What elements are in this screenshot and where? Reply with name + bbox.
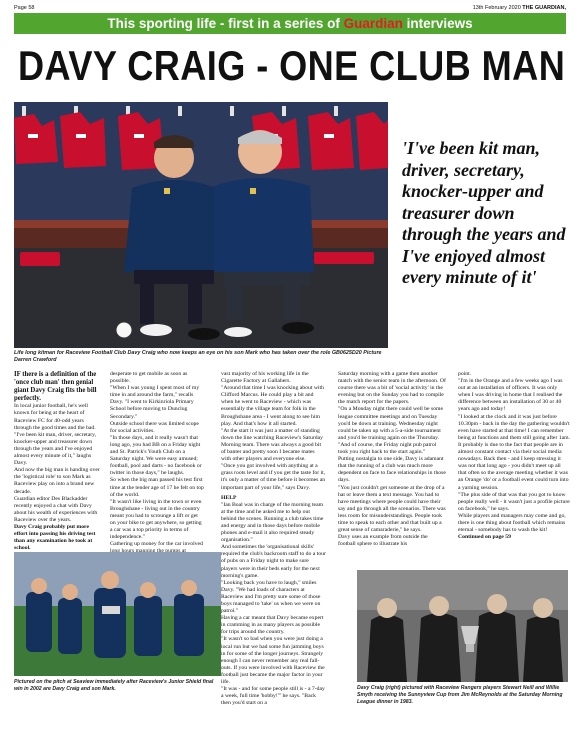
subheading: HELP	[221, 494, 237, 501]
article-paragraph: Davy uses an example from outside the football sphere to illustrate his	[338, 534, 428, 548]
article-column-5	[458, 371, 570, 541]
page-number: Page 58	[14, 5, 35, 11]
article-paragraph: Putting nostalgia to one side, Davy is adamant that the running of a club was much more dependent on face to face relationships in those days.	[338, 456, 446, 484]
article-paragraph: "At the start it was just a matter of standing down the line watching Raceview's Saturday Morning team. There was always a good bit of banter and pretty soon I became mates with other players and everyone else.	[221, 427, 323, 463]
masthead-date	[473, 5, 566, 11]
cup-photo	[357, 570, 568, 682]
cup-photo-caption: Davy Craig (right) pictured with Raceview Rangers players Stewart Neill and Willie Smyth receiving the Sunnyview Cup from Jim McReynolds at the Saturday Morning League dinner in 1983.	[357, 685, 563, 705]
paper-name: THE GUARDIAN,	[522, 5, 566, 11]
article-paragraph: And now the big man is handing over the 'logistical role' to son Mark as Raceview play on into a brand new decade.	[14, 467, 100, 495]
article-paragraph: "And of course, the Friday night pub patrol took you right back to the start again."	[338, 441, 437, 456]
article-paragraph: "Around that time I was knocking about with Clifford Marcus. He could play a bit and when he went to Raceview - which was essentially the village team for folk in the Broughshane area - I went along to see him play. And that's how it all started.	[221, 385, 324, 427]
banner-text-before: This sporting life - first in a series of	[107, 16, 344, 31]
article-paragraph: vast majority of his working life in the Cigarette Factory at Gallahers.	[221, 371, 309, 385]
pitch-image	[14, 552, 221, 676]
article-paragraph: In local junior football, he's well known for being at the heart of Raceview FC for 40-odd years through the good times and the bad.	[14, 403, 96, 431]
issue-date: 13th February 2020	[472, 5, 521, 11]
article-paragraph: Outside school there was limited scope for social activities.	[110, 420, 199, 434]
article-paragraph: "Once you got involved with anything at a grass roots level and if you get the taste for it, it's only a matter of time before it becomes an important part of your life," says Davy.	[221, 463, 326, 491]
article-paragraph: "It wasn't so bad when you were just doing a local run but we had some fun jamming boys in for some of the longer journeys. Strangely enough I can never remember any real fall-outs. If you were involved with Raceview the football just became the major factor in your life.	[221, 636, 325, 686]
main-photo	[14, 102, 388, 348]
article-paragraph: Guardian editor Des Blackadder recently enjoyed a chat with Davy about his wealth of experiences with Raceview over the years.	[14, 495, 98, 523]
banner-text-after: interviews	[402, 16, 473, 31]
masthead	[14, 4, 566, 13]
series-banner	[14, 13, 566, 34]
article-paragraph: "Looking back you have to laugh," smiles Davy. "We had loads of characters at Raceview and I'm pretty sure some of those boys managed to 'take' us when we were on patrol."	[221, 579, 321, 615]
article-paragraph: While players and managers may come and go, there is one thing about football which remains eternal - somebody has to wash the kit!	[458, 512, 566, 534]
article-paragraph: "Ian Boal was in charge of the morning team at the time and he asked me to help out behind the scenes. Running a club takes time and energy and in those days before mobile phones and e-mail it also required steady organisation."	[221, 501, 324, 544]
article-paragraph: point.	[458, 371, 472, 377]
article-paragraph: IF there is a definition of the 'once club man' then genial giant Davy Craig fits the bill perfectly.	[14, 371, 97, 403]
article-paragraph: "The plus side of that was that you got to know people really well - it wasn't just a profile picture on facebook," he says.	[458, 491, 570, 512]
article-paragraph: Saturday morning with a game then another match with the senior team in the afternoon. Of course there was a bit of 'social activity' in the evening but on the Sunday you had to compile the match report for the papers.	[338, 371, 446, 406]
article-paragraph: Gathering up money for the car involved	[110, 541, 203, 548]
article-paragraph: "You just couldn't get someone at the drop of a hat or leave them a text message. You had to have meetings where people could have their say and go through all the scenarios. There was less room for misunderstandings. People took time to speak to each other and that built up a great sense of camaraderie," he says.	[338, 484, 446, 534]
pull-quote: 'I've been kit man, driver, secretary, knocker-upper and treasurer down through the years and I've enjoyed almost every minute of it'	[402, 138, 566, 287]
article-paragraph: "I've been kit man, driver, secretary, knocker-upper and treasurer down through the years and I've enjoyed almost every minute of it," laughs Davy.	[14, 431, 97, 467]
main-photo-caption: Life long kitman for Raceview Football Club Davy Craig who now keeps an eye on his son Mark who has taken over the role GB0625D20 Picture Darren Crawford	[14, 350, 382, 363]
article-paragraph: Davy Craig probably put more effort into passing his driving test than any examination he took at school.	[14, 523, 96, 552]
continued-note: Continued on page 59	[458, 534, 511, 541]
banner-brand: Guardian	[343, 16, 403, 31]
article-paragraph: desperate to get mobile as soon as possible.	[110, 371, 188, 385]
article-paragraph: And sometimes the 'organisational skills' required the club's backroom staff to do a tour of pubs on a Friday night to make sure players were in their beds early for the next morning's game.	[221, 544, 326, 579]
article-paragraph: "In those days, and it really wasn't that long ago, you had BB on a Friday night and St. Patrick's Youth Club on a Saturday night. We were easy amused; football, pool and darts - no facebook or twitter in those days," he laughs.	[110, 434, 202, 477]
article-paragraph: "When I was young I spent most of my time in and around the farm," recalls Davy. "I went to Kirkinriola Primary School before moving to Dunclug Secondary."	[110, 385, 200, 420]
cup-presentation-image	[357, 570, 568, 682]
article-paragraph: "On a Monday night there could well be some league committee meetings and on Tuesday you'd be down at training. Wednesday night could be taken up with a 5-a-side tournament and you'd be training again on the Thursday.	[338, 406, 443, 441]
headline: DAVY CRAIG - ONE CLUB MAN	[18, 42, 566, 89]
pitch-photo	[14, 552, 221, 676]
article-paragraph: "It wasn't like living in the town or even Broughshane - living out in the country meant you had to scrounge a lift or get on your bike to get anywhere, so getting a car was a top priority in terms of independence."	[110, 498, 202, 541]
article-paragraph: Having a car meant that Davy became expert in cramming in as many players as possible for trips around the country.	[221, 615, 324, 636]
article-paragraph: So when the big man passed his test first time at the tender age of 17 he felt on top of the world.	[110, 477, 204, 498]
article-paragraph: "It was - and for some people still is - a 7-day a week, full time 'hobby!'" he says. "Back then you'd start on a	[221, 686, 325, 707]
article-column-3	[221, 371, 326, 707]
pitch-photo-caption: Pictured on the pitch at Seaview immediately after Raceview's Junior Shield final win in 2002 are Davy Craig and son Mark.	[14, 679, 214, 692]
article-column-2	[110, 371, 204, 570]
article-paragraph: "I'm in the Orange and a few weeks ago I was out at an installation of officers. It was only when I was driving in home that I realised the difference between an installation of 30 or 40 years ago and today!	[458, 378, 563, 413]
article-column-4	[338, 371, 446, 548]
article-paragraph: "I looked at the clock and it was just before 10.30pm - back in the day the gathering wouldn't even have started at that time! I can remember being at functions and them still going after 1am. It probably is due to the fact that people are in almost constant contact via their social media nowadays. Back then - and I keep stressing it was not that long ago - you didn't meet up all that often so the average meeting whether it was an Orange 'do' or a football event could turn into a yarning session.	[458, 413, 570, 491]
changing-room-image	[14, 102, 388, 348]
article-column-1	[14, 371, 100, 567]
